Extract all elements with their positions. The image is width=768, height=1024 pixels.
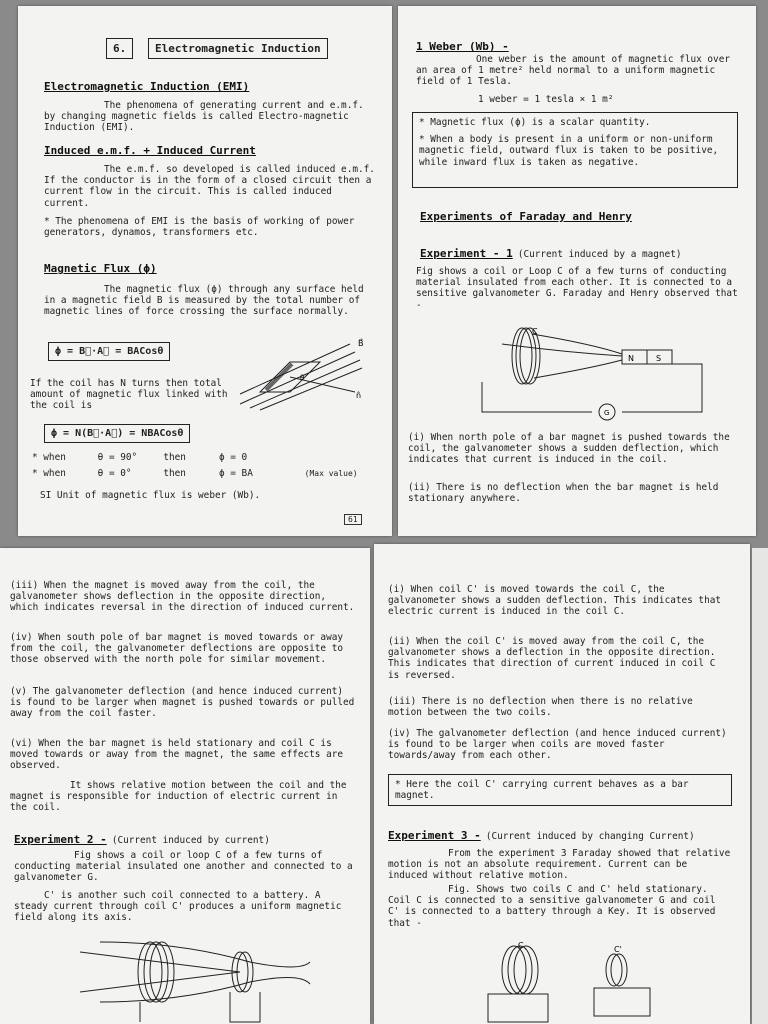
scalar-note: * Magnetic flux (ϕ) is a scalar quantity. (419, 117, 651, 128)
svg-text:G: G (604, 409, 610, 417)
flux-formula-n-box: ϕ = N(B⃗·A⃗) = NBACosθ (44, 424, 190, 443)
flux-formula-box: ϕ = B⃗·A⃗ = BACosθ (48, 342, 170, 361)
notebook-page-4 (374, 544, 750, 1024)
svg-text:S: S (656, 354, 662, 363)
exp3-text-1: From the experiment 3 Faraday showed that relative motion is not an absolute requirement. Current can be induced without relative motion. (388, 848, 731, 882)
induced-text: The e.m.f. so developed is called induced e.m.f. If the conductor is in the form of a closed circuit then a current flow in the circuit. This is called induced current. (44, 164, 375, 209)
exp1-observation-1: (i) When north pole of a bar magnet is pushed towards the coil, the galvanometer shows a sudden deflection, which indicates that current is induced in the coil. (408, 432, 730, 466)
sign-note: * When a body is present in a uniform or non-uniform magnetic field, outward flux is taken to be positive, while inward flux is taken as negative. (419, 134, 719, 168)
exp2-observation-2: (ii) When the coil C' is moved away from the coil C, the galvanometer shows a deflection in the opposite direction. This indicates that direction of current induced in coil C is reversed. (388, 636, 716, 681)
field-label: B⃗ (358, 339, 364, 348)
page-number: 61 (344, 514, 362, 525)
exp3-text-2: Fig. Shows two coils C and C' held stationary. Coil C is connected to a sensitive galvanometer G and coil C' is connected to a battery through a Key. It is observed that - (388, 884, 716, 929)
relative-motion-text: It shows relative motion between the coil and the magnet is responsible for induction of electric current in the coil. (10, 780, 347, 814)
exp1-observation-2: (ii) There is no deflection when the bar magnet is held stationary anywhere. (408, 482, 719, 505)
flux-note-box (412, 112, 738, 188)
emi-heading: Electromagnetic Induction (EMI) (44, 80, 250, 93)
induced-heading: Induced e.m.f. + Induced Current (44, 144, 256, 157)
case-theta-90: * when θ = 90° then ϕ = 0 (32, 452, 248, 463)
exp2-observation-3: (iii) There is no deflection when there is no relative motion between the two coils. (388, 696, 693, 719)
svg-text:C: C (532, 327, 538, 336)
exp2-text-2: C' is another such coil connected to a battery. A steady current through coil C' produces a uniform magnetic field along its axis. (14, 890, 342, 924)
chapter-title: Electromagnetic Induction (148, 38, 328, 59)
exp3-title: Experiment 3 - (Current induced by changing Current) (388, 829, 695, 842)
weber-equation: 1 weber = 1 tesla × 1 m² (478, 94, 614, 105)
notebook-page-2 (398, 6, 756, 536)
notebook-page-3 (0, 548, 370, 1024)
weber-definition: One weber is the amount of magnetic flux over an area of 1 metre² held normal to a uniform magnetic field of 1 Tesla. (416, 54, 730, 88)
chapter-number: 6. (106, 38, 133, 59)
si-unit-text: SI Unit of magnetic flux is weber (Wb). (40, 490, 261, 501)
exp1-text: Fig shows a coil or Loop C of a few turns of conducting material insulated from each other. It is connected to a sensitive galvanometer G. Faraday and Henry observed that - (416, 266, 738, 311)
page-edge (752, 548, 768, 1024)
exp1-observation-6: (vi) When the bar magnet is held stationary and coil C is moved towards or away from the magnet, the same effects are observed. (10, 738, 344, 772)
case-theta-0: * when θ = 0° then ϕ = BA (Max value) (32, 468, 358, 479)
normal-label: n̂ (356, 391, 362, 400)
exp1-observation-4: (iv) When south pole of bar magnet is moved towards or away from the coil, the galvanometer deflections are opposite to those observed with the north pole for similar movement. (10, 632, 344, 666)
emi-definition: The phenomena of generating current and e.m.f. by changing magnetic fields is called Electro-magnetic Induction (EMI). (44, 100, 364, 134)
flux-figure (230, 332, 380, 412)
n-turns-text: If the coil has N turns then total amount of magnetic flux linked with the coil is (30, 378, 228, 412)
emi-star-note: * The phenomena of EMI is the basis of working of power generators, dynamos, transformers etc. (44, 216, 355, 239)
exp2-observation-4: (iv) The galvanometer deflection (and hence induced current) is found to be larger when coils are moved faster towards/away from each other. (388, 728, 727, 762)
svg-text:N: N (628, 354, 634, 363)
exp3-figure (444, 940, 724, 1024)
svg-text:C': C' (614, 945, 622, 954)
coil-c-prime (606, 954, 622, 986)
flux-heading: Magnetic Flux (ϕ) (44, 262, 157, 275)
angle-label: θ (300, 374, 305, 382)
flux-definition: The magnetic flux (ϕ) through any surface held in a magnetic field B is measured by the total number of magnetic lines of force crossing the surface normally. (44, 284, 364, 318)
exp1-title: Experiment - 1 (Current induced by a magnet) (420, 247, 682, 260)
exp1-observation-5: (v) The galvanometer deflection (and hence induced current) is found to be larger when magnet is pushed towards or pulled away from the coil faster. (10, 686, 355, 720)
exp2-figure (80, 932, 320, 1024)
coil-magnet-note: * Here the coil C' carrying current behaves as a bar magnet. (388, 774, 732, 806)
svg-text:C: C (518, 941, 524, 950)
notebook-page-1 (18, 6, 392, 536)
exp1-observation-3: (iii) When the magnet is moved away from the coil, the galvanometer shows deflection in the opposite direction, which indicates reversal in the direction of induced current. (10, 580, 355, 614)
exp2-text-1: Fig shows a coil or loop C of a few turns of conducting material insulated one another and connected to a galvanometer G. (14, 850, 353, 884)
weber-heading: 1 Weber (Wb) - (416, 40, 509, 53)
exp2-observation-1: (i) When coil C' is moved towards the coil C, the galvanometer shows a sudden deflection. This indicates that electric current is induced in the coil C. (388, 584, 722, 618)
experiments-heading: Experiments of Faraday and Henry (420, 210, 632, 223)
coil-c (512, 328, 532, 384)
exp1-figure (472, 324, 712, 426)
exp2-title: Experiment 2 - (Current induced by current) (14, 833, 270, 846)
